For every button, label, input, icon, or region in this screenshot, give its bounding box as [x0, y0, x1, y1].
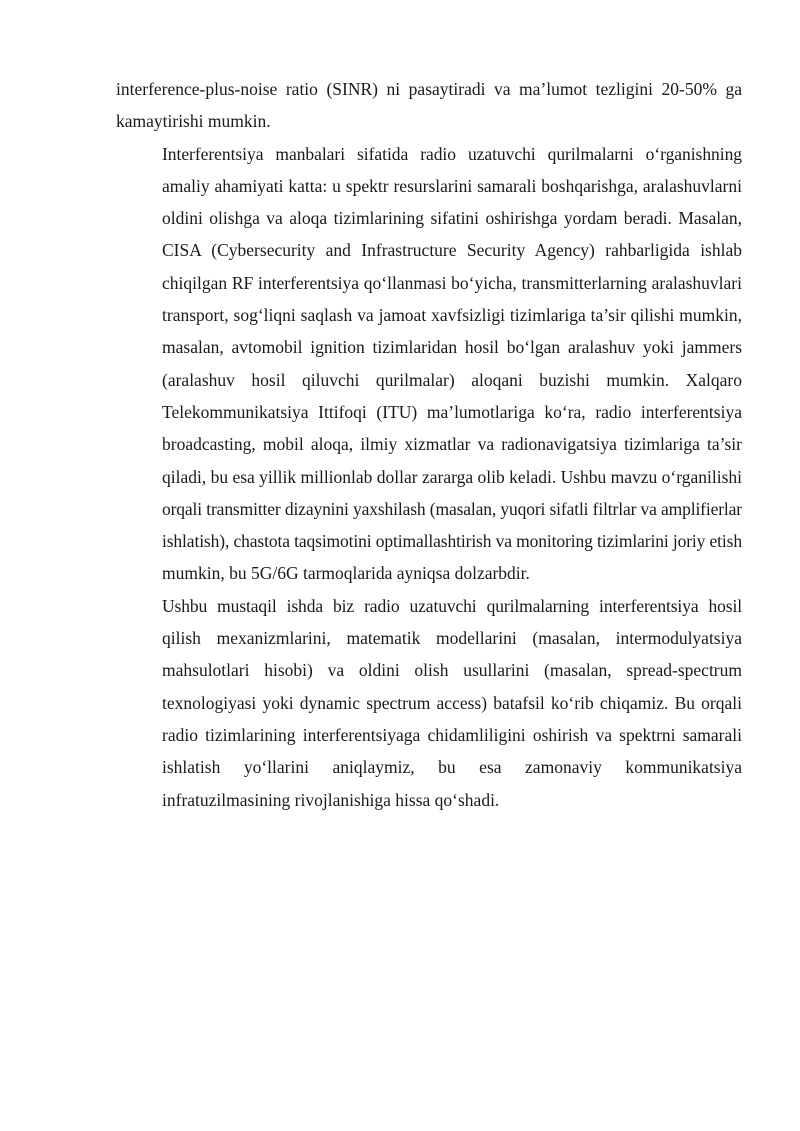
text-line: Interferentsiya manbalari sifatida radio uzatuvchi qurilmalarni o‘rganishning: [162, 143, 742, 164]
text-line: amaliy ahamiyati katta: u spektr resurslarini samarali boshqarishga, aralashuvlarni: [162, 175, 742, 196]
text-line: qiladi, bu esa yillik millionlab dollar zararga olib keladi. Ushbu mavzu o‘rganilishi: [162, 466, 742, 487]
paragraph-sinr-continuation: [116, 73, 742, 138]
text-line: mahsulotlari hisobi) va oldini olish usullarini (masalan, spread-spectrum: [162, 660, 742, 681]
text-line: qilish mexanizmlarini, matematik modellarini (masalan, intermodulyatsiya: [162, 628, 742, 649]
text-line: ishlatish yo‘llarini aniqlaymiz, bu esa zamonaviy kommunikatsiya: [162, 757, 742, 778]
text-line: infratuzilmasining rivojlanishiga hissa qo‘shadi.: [162, 789, 500, 810]
text-line: orqali transmitter dizaynini yaxshilash (masalan, yuqori sifatli filtrlar va amplifierlar: [162, 498, 742, 519]
text-line: CISA (Cybersecurity and Infrastructure Security Agency) rahbarligida ishlab: [162, 240, 742, 261]
text-line: masalan, avtomobil ignition tizimlaridan hosil bo‘lgan aralashuv yoki jammers: [162, 337, 742, 358]
text-line: Ushbu mustaqil ishda biz radio uzatuvchi qurilmalarning interferentsiya hosil: [162, 595, 742, 616]
document-body: [116, 73, 742, 816]
text-line: interference-plus-noise ratio (SINR) ni pasaytiradi va ma’lumot tezligini 20-50% ga: [116, 79, 742, 99]
text-line: transport, sog‘liqni saqlash va jamoat xavfsizligi tizimlariga ta’sir qilishi mumkin,: [162, 305, 742, 326]
text-line: kamaytirishi mumkin.: [116, 111, 271, 132]
text-line: broadcasting, mobil aloqa, ilmiy xizmatlar va radionavigatsiya tizimlariga ta’sir: [162, 434, 742, 455]
text-line: chiqilgan RF interferentsiya qo‘llanmasi bo‘yicha, transmitterlarning aralashuvlari: [162, 272, 742, 293]
text-line: mumkin, bu 5G/6G tarmoqlarida ayniqsa dolzarbdir.: [162, 563, 530, 584]
text-line: texnologiyasi yoki dynamic spectrum access) batafsil ko‘rib chiqamiz. Bu orqali: [162, 692, 742, 713]
paragraph-work-scope: [116, 590, 742, 816]
text-line: oldini olishga va aloqa tizimlarining sifatini oshirishga yordam beradi. Masalan,: [162, 208, 742, 229]
text-line: (aralashuv hosil qiluvchi qurilmalar) aloqani buzishi mumkin. Xalqaro: [162, 369, 742, 390]
text-line: Telekommunikatsiya Ittifoqi (ITU) ma’lumotlariga ko‘ra, radio interferentsiya: [162, 401, 742, 422]
paragraph-practical-importance: [116, 138, 742, 590]
text-line: radio tizimlarining interferentsiyaga chidamliligini oshirish va spektrni samarali: [162, 724, 742, 745]
text-line: ishlatish), chastota taqsimotini optimallashtirish va monitoring tizimlarini joriy etish: [162, 531, 742, 552]
